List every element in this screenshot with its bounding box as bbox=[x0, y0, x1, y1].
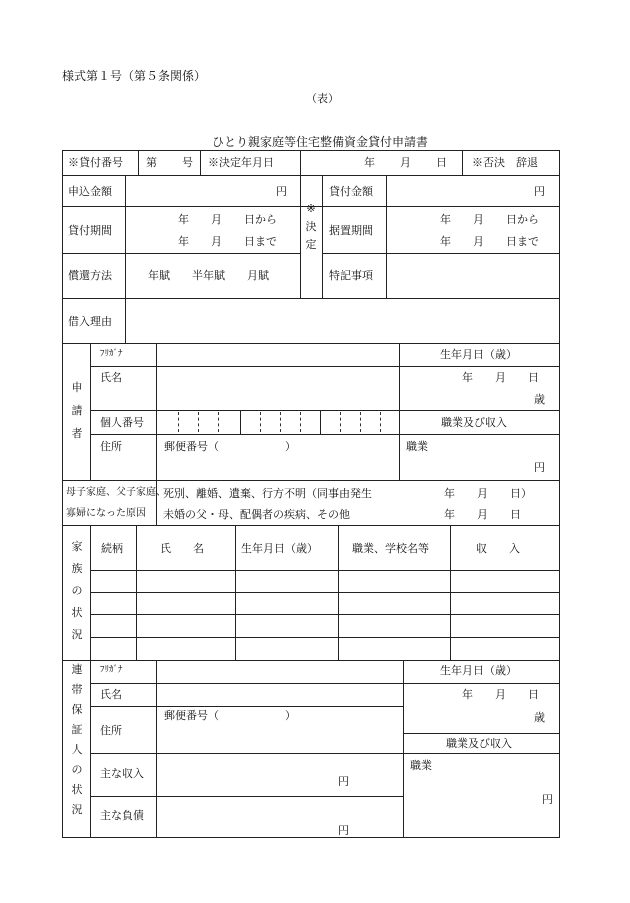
guarantor-income-label: 主な収入 bbox=[100, 767, 144, 780]
family-col-income: 収 入 bbox=[476, 542, 520, 555]
guarantor-job-label: 職業 bbox=[410, 759, 432, 772]
guarantor-postal: 郵便番号（ ） bbox=[164, 709, 296, 722]
side-label: （表） bbox=[306, 92, 339, 105]
loan-amount-yen: 円 bbox=[534, 185, 545, 198]
guarantor-furigana-label: ﾌﾘｶﾞﾅ bbox=[100, 665, 123, 675]
single-parent-label-1: 母子家庭、父子家庭、 bbox=[66, 487, 166, 498]
applicant-name-label: 氏名 bbox=[100, 371, 122, 384]
loan-period-label: 貸付期間 bbox=[68, 224, 112, 237]
repay-options: 年賦 半年賦 月賦 bbox=[148, 269, 269, 282]
applicant-address-label: 住所 bbox=[100, 440, 122, 453]
loan-number-label: ※貸付番号 bbox=[68, 156, 123, 169]
family-col-job: 職業、学校名等 bbox=[352, 542, 429, 555]
loan-period-to: 年 月 日まで bbox=[178, 235, 277, 248]
single-parent-cause-2: 未婚の父・母、配偶者の疾病、その他 bbox=[163, 508, 350, 521]
guarantor-ymd: 年 月 日 bbox=[462, 688, 539, 701]
single-parent-date-1: 年 月 日） bbox=[444, 487, 532, 500]
decision-day: 日 bbox=[436, 156, 447, 169]
go-label: 号 bbox=[182, 156, 193, 169]
applicant-postal: 郵便番号（ ） bbox=[164, 440, 296, 453]
loan-amount-label: 貸付金額 bbox=[329, 185, 373, 198]
guarantor-job-income-label: 職業及び収入 bbox=[446, 737, 512, 750]
single-parent-cause-1: 死別、離婚、遺棄、行方不明（同事由発生 bbox=[163, 487, 372, 500]
applicant-age: 歳 bbox=[534, 393, 545, 406]
form-number: 様式第１号（第５条関係） bbox=[62, 69, 207, 83]
guarantor-income-yen: 円 bbox=[338, 775, 349, 788]
decision-month: 月 bbox=[400, 156, 411, 169]
family-col-relation: 続柄 bbox=[101, 542, 123, 555]
family-col-birth: 生年月日（歳） bbox=[241, 542, 318, 555]
reason-label: 借入理由 bbox=[68, 315, 112, 328]
grace-period-label: 据置期間 bbox=[329, 224, 373, 237]
applicant-ymd: 年 月 日 bbox=[462, 371, 539, 384]
guarantor-birth-label: 生年月日（歳） bbox=[440, 664, 517, 677]
family-label: 家 族 の 状 況 bbox=[71, 540, 83, 641]
guarantor-name-label: 氏名 bbox=[100, 688, 122, 701]
decision-mark: ※ 決 定 bbox=[305, 202, 317, 251]
apply-amount-yen: 円 bbox=[276, 185, 287, 198]
decision-year: 年 bbox=[364, 156, 375, 169]
dai-label: 第 bbox=[146, 156, 157, 169]
page-title: ひとり親家庭等住宅整備資金貸付申請書 bbox=[212, 135, 429, 149]
id-number-label: 個人番号 bbox=[100, 416, 144, 429]
guarantor-age: 歳 bbox=[534, 711, 545, 724]
grace-period-from: 年 月 日から bbox=[440, 213, 539, 226]
single-parent-date-2: 年 月 日 bbox=[444, 508, 521, 521]
guarantor-address-label: 住所 bbox=[100, 724, 122, 737]
applicant-label: 申 請 者 bbox=[71, 381, 83, 440]
decision-date-label: ※決定年月日 bbox=[208, 156, 274, 169]
guarantor-label: 連 帯 保 証 人 の 状 況 bbox=[71, 663, 83, 816]
family-col-name: 氏 名 bbox=[160, 542, 204, 555]
guarantor-debt-label: 主な負債 bbox=[100, 809, 144, 822]
applicant-income-yen: 円 bbox=[534, 461, 545, 474]
applicant-job-label: 職業 bbox=[406, 440, 428, 453]
special-notes-label: 特記事項 bbox=[329, 269, 373, 282]
applicant-furigana-label: ﾌﾘｶﾞﾅ bbox=[100, 349, 123, 359]
repay-method-label: 償還方法 bbox=[68, 269, 112, 282]
loan-period-from: 年 月 日から bbox=[178, 213, 277, 226]
guarantor-job-yen: 円 bbox=[542, 793, 553, 806]
apply-amount-label: 申込金額 bbox=[68, 185, 112, 198]
single-parent-label-2: 寡婦になった原因 bbox=[66, 508, 146, 519]
grace-period-to: 年 月 日まで bbox=[440, 235, 539, 248]
applicant-birth-label: 生年月日（歳） bbox=[440, 348, 517, 361]
approval-label: ※否決 辞退 bbox=[472, 156, 538, 169]
applicant-job-income-label: 職業及び収入 bbox=[441, 416, 507, 429]
guarantor-debt-yen: 円 bbox=[338, 824, 349, 837]
